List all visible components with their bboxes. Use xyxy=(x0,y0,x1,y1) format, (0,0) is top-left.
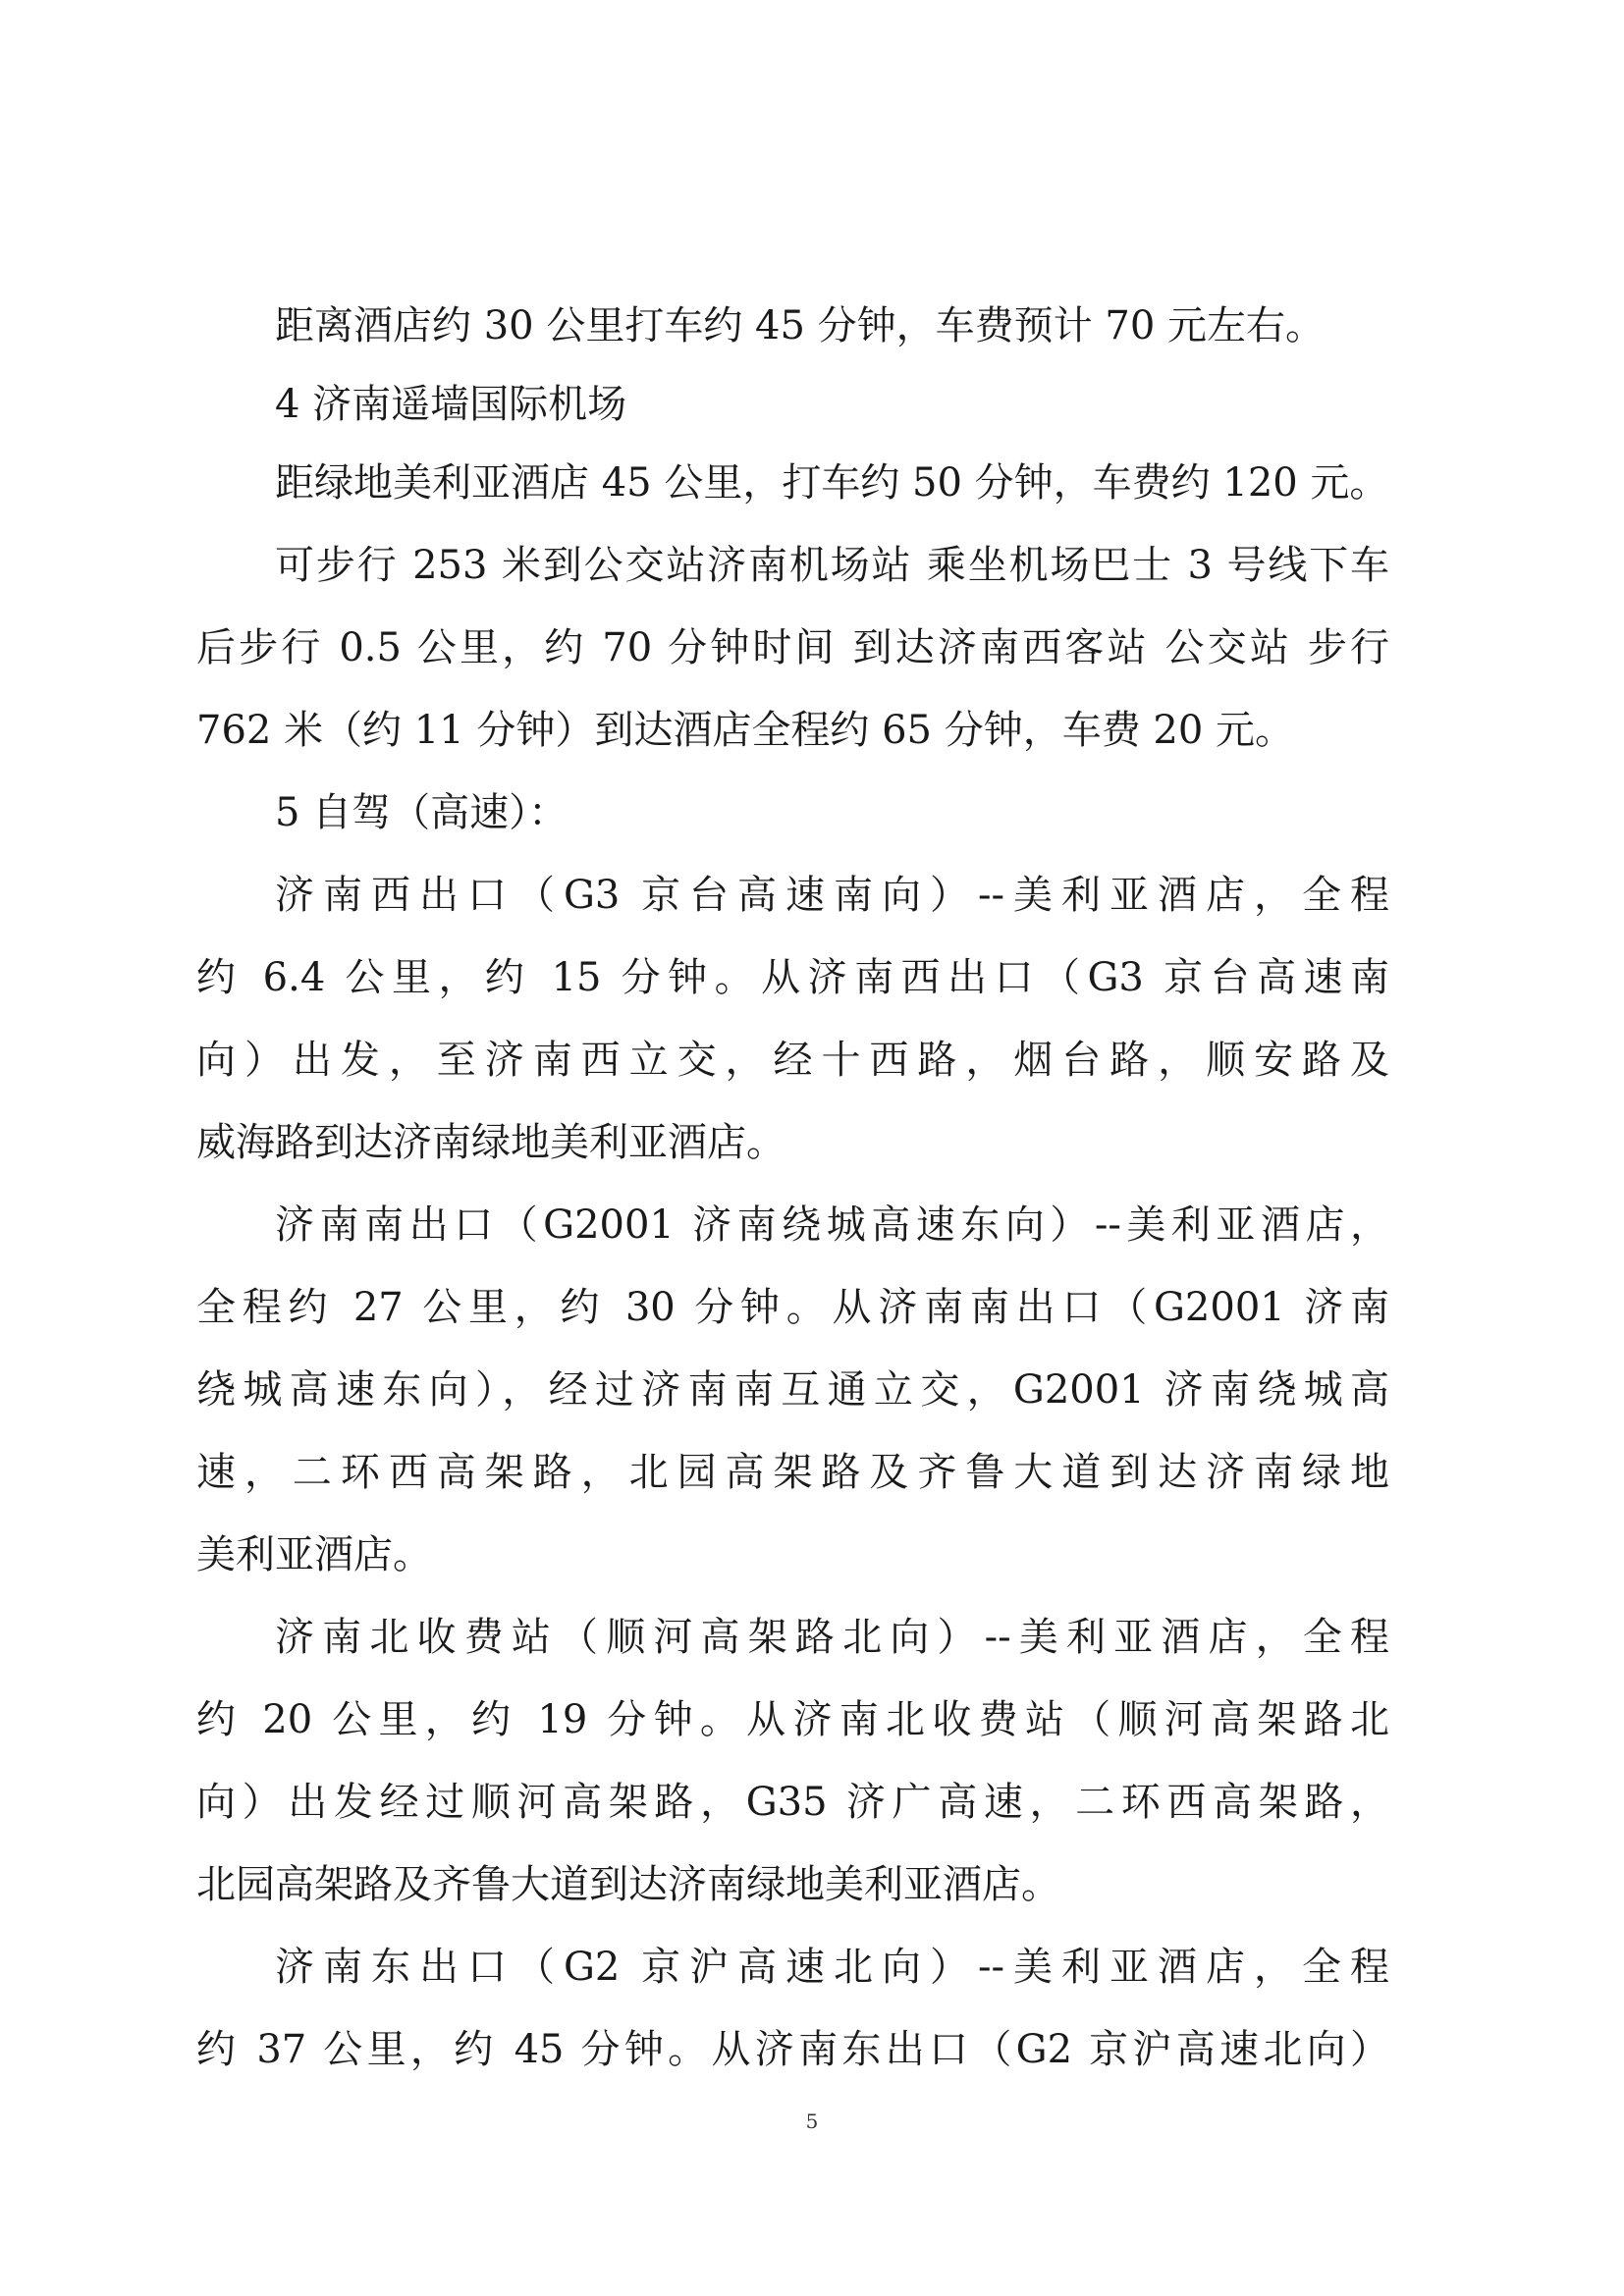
text-line: 可步行 253 米到公交站济南机场站 乘坐机场巴士 3 号线下车 xyxy=(275,543,1389,588)
text-line: 762 米（约 11 分钟）到达酒店全程约 65 分钟，车费 20 元。 xyxy=(196,708,1295,753)
text-line: 距绿地美利亚酒店 45 公里，打车约 50 分钟，车费约 120 元。 xyxy=(275,460,1389,506)
text-line: 向）出发经过顺河高架路，G35 济广高速，二环西高架路， xyxy=(196,1780,1389,1825)
text-line: 约 37 公里，约 45 分钟。从济南东出口（G2 京沪高速北向） xyxy=(196,2027,1389,2072)
text-line: 美利亚酒店。 xyxy=(196,1532,432,1577)
text-line: 约 6.4 公里，约 15 分钟。从济南西出口（G3 京台高速南 xyxy=(196,955,1389,1000)
text-line: 绕城高速东向），经过济南南互通立交，G2001 济南绕城高 xyxy=(196,1367,1389,1413)
section-heading: 5 自驾（高速）： xyxy=(275,790,568,835)
section-heading: 4 济南遥墙国际机场 xyxy=(275,382,627,427)
text-line: 约 20 公里，约 19 分钟。从济南北收费站（顺河高架路北 xyxy=(196,1697,1389,1742)
text-line: 威海路到达济南绿地美利亚酒店。 xyxy=(196,1120,785,1165)
text-line: 北园高架路及齐鲁大道到达济南绿地美利亚酒店。 xyxy=(196,1862,1060,1907)
text-line: 济南西出口（G3 京台高速南向）--美利亚酒店，全程 xyxy=(275,873,1389,918)
text-line: 济南南出口（G2001 济南绕城高速东向）--美利亚酒店， xyxy=(275,1202,1389,1248)
text-line: 全程约 27 公里，约 30 分钟。从济南南出口（G2001 济南 xyxy=(196,1285,1389,1330)
page-number: 5 xyxy=(805,2109,819,2133)
text-line: 后步行 0.5 公里，约 70 分钟时间 到达济南西客站 公交站 步行 xyxy=(196,625,1389,670)
text-line: 速，二环西高架路，北园高架路及齐鲁大道到达济南绿地 xyxy=(196,1450,1389,1495)
text-line: 距离酒店约 30 公里打车约 45 分钟，车费预计 70 元左右。 xyxy=(275,303,1325,348)
text-line: 济南北收费站（顺河高架路北向）--美利亚酒店，全程 xyxy=(275,1615,1389,1660)
text-line: 向）出发，至济南西立交，经十西路，烟台路，顺安路及 xyxy=(196,1038,1389,1083)
text-line: 济南东出口（G2 京沪高速北向）--美利亚酒店，全程 xyxy=(275,1945,1389,1990)
